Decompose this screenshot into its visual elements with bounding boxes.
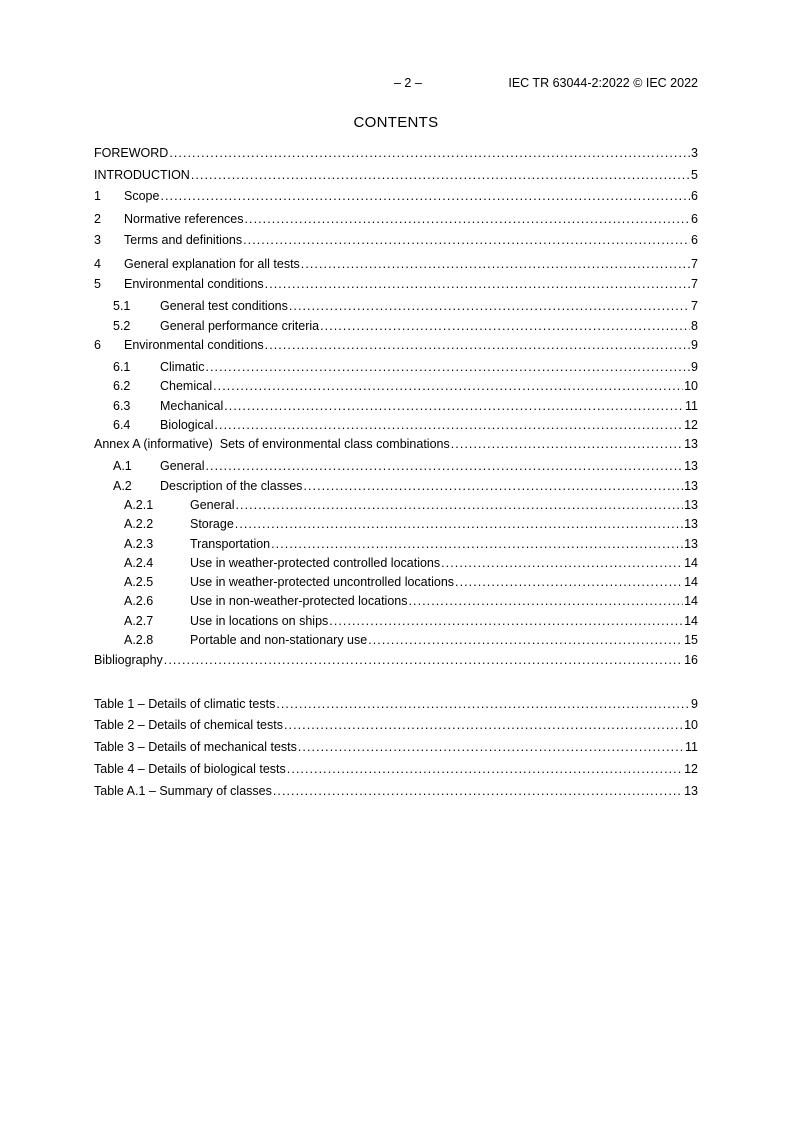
toc-number: A.2.5 bbox=[124, 575, 154, 589]
toc-label: Bibliography bbox=[94, 653, 163, 667]
toc-number: A.2 bbox=[113, 479, 132, 493]
toc-number: 5.2 bbox=[113, 319, 131, 333]
toc-number: 6.4 bbox=[113, 418, 131, 432]
toc-label: Transportation bbox=[190, 537, 271, 551]
toc-page: 7 bbox=[691, 257, 698, 271]
toc-number: A.2.7 bbox=[124, 614, 154, 628]
toc-leader bbox=[276, 696, 690, 712]
toc-number: A.2.6 bbox=[124, 594, 154, 608]
toc-label: General bbox=[190, 498, 235, 512]
toc-leader bbox=[301, 256, 690, 272]
toc-label: FOREWORD bbox=[94, 146, 169, 160]
toc-number: A.2.4 bbox=[124, 556, 154, 570]
toc-page: 6 bbox=[691, 189, 698, 203]
toc-page: 8 bbox=[691, 319, 698, 333]
toc-number: 5 bbox=[94, 277, 101, 291]
toc-page: 13 bbox=[684, 437, 698, 451]
toc-entry-a-1[interactable] bbox=[94, 458, 698, 474]
toc-label: Biological bbox=[160, 418, 214, 432]
toc-page: 6 bbox=[691, 233, 698, 247]
table-page: 10 bbox=[684, 718, 698, 732]
table-entry-a-1[interactable] bbox=[94, 783, 698, 799]
toc-page: 16 bbox=[684, 653, 698, 667]
toc-entry-a-2-1[interactable] bbox=[94, 497, 698, 513]
toc-entry-bibliography[interactable] bbox=[94, 652, 698, 668]
toc-entry-a-2-3[interactable] bbox=[94, 536, 698, 552]
toc-entry-6-3[interactable] bbox=[94, 398, 698, 414]
toc-leader bbox=[273, 783, 683, 799]
table-page: 9 bbox=[691, 697, 698, 711]
toc-leader bbox=[329, 613, 683, 629]
toc-page: 13 bbox=[684, 459, 698, 473]
toc-label: Scope bbox=[124, 189, 160, 203]
table-entry-2[interactable] bbox=[94, 717, 698, 733]
toc-leader bbox=[205, 359, 690, 375]
toc-entry-introduction[interactable] bbox=[94, 167, 698, 183]
toc-label: Environmental conditions bbox=[124, 277, 264, 291]
table-entry-4[interactable] bbox=[94, 761, 698, 777]
toc-page: 7 bbox=[691, 299, 698, 313]
toc-number: 6 bbox=[94, 338, 101, 352]
table-page: 11 bbox=[685, 740, 698, 754]
toc-page: 14 bbox=[684, 594, 698, 608]
toc-number: 1 bbox=[94, 189, 101, 203]
document-reference: IEC TR 63044-2:2022 © IEC 2022 bbox=[508, 76, 698, 90]
table-entry-3[interactable] bbox=[94, 739, 698, 755]
toc-number: 4 bbox=[94, 257, 101, 271]
toc-page: 13 bbox=[684, 498, 698, 512]
toc-leader bbox=[284, 717, 683, 733]
toc-label: Climatic bbox=[160, 360, 205, 374]
toc-label: INTRODUCTION bbox=[94, 168, 190, 182]
toc-number: 6.2 bbox=[113, 379, 131, 393]
toc-leader bbox=[213, 378, 683, 394]
table-label: Table A.1 – Summary of classes bbox=[94, 784, 272, 798]
toc-leader bbox=[408, 593, 683, 609]
toc-label: General bbox=[160, 459, 205, 473]
toc-entry-annex-a[interactable] bbox=[94, 436, 698, 452]
toc-page: 13 bbox=[684, 537, 698, 551]
toc-label: Terms and definitions bbox=[124, 233, 243, 247]
toc-page: 15 bbox=[684, 633, 698, 647]
toc-leader bbox=[455, 574, 683, 590]
toc-entry-6-2[interactable] bbox=[94, 378, 698, 394]
table-label: Table 1 – Details of climatic tests bbox=[94, 697, 276, 711]
toc-label: Chemical bbox=[160, 379, 213, 393]
toc-leader bbox=[224, 398, 684, 414]
toc-number: 6.3 bbox=[113, 399, 131, 413]
table-label: Table 3 – Details of mechanical tests bbox=[94, 740, 297, 754]
table-label: Table 2 – Details of chemical tests bbox=[94, 718, 283, 732]
toc-leader bbox=[271, 536, 683, 552]
contents-title: CONTENTS bbox=[353, 114, 439, 131]
toc-leader bbox=[191, 167, 690, 183]
toc-entry-foreword[interactable] bbox=[94, 145, 698, 161]
toc-label: Annex A (informative) Sets of environmental class combinations bbox=[94, 437, 450, 451]
toc-leader bbox=[368, 632, 683, 648]
toc-number: A.2.8 bbox=[124, 633, 154, 647]
toc-entry-environmental-conditions-5[interactable] bbox=[94, 276, 698, 292]
toc-label: General test conditions bbox=[160, 299, 288, 313]
toc-page: 9 bbox=[691, 360, 698, 374]
toc-leader bbox=[245, 211, 691, 227]
toc-entry-a-2[interactable] bbox=[94, 478, 698, 494]
toc-entry-6-4[interactable] bbox=[94, 417, 698, 433]
toc-page: 9 bbox=[691, 338, 698, 352]
toc-label: Environmental conditions bbox=[124, 338, 264, 352]
toc-label: Portable and non-stationary use bbox=[190, 633, 368, 647]
toc-page: 3 bbox=[691, 146, 698, 160]
toc-leader bbox=[298, 739, 684, 755]
toc-page: 14 bbox=[684, 614, 698, 628]
toc-entry-a-2-4[interactable] bbox=[94, 555, 698, 571]
toc-entry-a-2-5[interactable] bbox=[94, 574, 698, 590]
toc-leader bbox=[160, 188, 690, 204]
toc-number: A.1 bbox=[113, 459, 132, 473]
toc-entry-general-explanation[interactable] bbox=[94, 256, 698, 272]
toc-page: 14 bbox=[684, 556, 698, 570]
toc-leader bbox=[303, 478, 683, 494]
toc-label: Description of the classes bbox=[160, 479, 303, 493]
toc-number: A.2.2 bbox=[124, 517, 154, 531]
toc-leader bbox=[451, 436, 683, 452]
toc-leader bbox=[265, 276, 690, 292]
page-number: – 2 – bbox=[394, 76, 422, 90]
toc-leader bbox=[265, 337, 690, 353]
toc-label: Use in weather-protected uncontrolled locations bbox=[190, 575, 455, 589]
toc-page: 14 bbox=[684, 575, 698, 589]
toc-leader bbox=[320, 318, 690, 334]
toc-entry-6-1[interactable] bbox=[94, 359, 698, 375]
table-page: 13 bbox=[684, 784, 698, 798]
toc-leader bbox=[441, 555, 683, 571]
toc-number: 2 bbox=[94, 212, 101, 226]
toc-leader bbox=[164, 652, 683, 668]
toc-label: Use in locations on ships bbox=[190, 614, 329, 628]
toc-entry-5-2[interactable] bbox=[94, 318, 698, 334]
toc-leader bbox=[243, 232, 690, 248]
toc-page: 6 bbox=[691, 212, 698, 226]
toc-label: Mechanical bbox=[160, 399, 224, 413]
toc-number: A.2.1 bbox=[124, 498, 154, 512]
toc-entry-5-1[interactable] bbox=[94, 298, 698, 314]
toc-entry-environmental-conditions-6[interactable] bbox=[94, 337, 698, 353]
toc-number: 6.1 bbox=[113, 360, 131, 374]
toc-number: 5.1 bbox=[113, 299, 131, 313]
toc-label: Use in weather-protected controlled locations bbox=[190, 556, 441, 570]
toc-label: Storage bbox=[190, 517, 234, 531]
table-page: 12 bbox=[684, 762, 698, 776]
toc-label: General explanation for all tests bbox=[124, 257, 300, 271]
table-entry-1[interactable] bbox=[94, 696, 698, 712]
toc-entry-a-2-6[interactable] bbox=[94, 593, 698, 609]
toc-page: 5 bbox=[691, 168, 698, 182]
toc-entry-a-2-2[interactable] bbox=[94, 516, 698, 532]
toc-entry-terms-definitions[interactable] bbox=[94, 232, 698, 248]
table-label: Table 4 – Details of biological tests bbox=[94, 762, 286, 776]
toc-entry-scope[interactable] bbox=[94, 188, 698, 204]
toc-page: 12 bbox=[684, 418, 698, 432]
toc-entry-a-2-8[interactable] bbox=[94, 632, 698, 648]
toc-leader bbox=[235, 497, 683, 513]
toc-page: 11 bbox=[685, 399, 698, 413]
toc-number: 3 bbox=[94, 233, 101, 247]
toc-label: Normative references bbox=[124, 212, 244, 226]
toc-leader bbox=[235, 516, 683, 532]
page-header bbox=[94, 76, 698, 94]
toc-page: 7 bbox=[691, 277, 698, 291]
toc-page: 13 bbox=[684, 479, 698, 493]
toc-leader bbox=[287, 761, 683, 777]
toc-page: 10 bbox=[684, 379, 698, 393]
toc-leader bbox=[169, 145, 690, 161]
toc-number: A.2.3 bbox=[124, 537, 154, 551]
toc-label: General performance criteria bbox=[160, 319, 320, 333]
toc-page: 13 bbox=[684, 517, 698, 531]
toc-label: Use in non-weather-protected locations bbox=[190, 594, 408, 608]
toc-leader bbox=[215, 417, 684, 433]
toc-entry-a-2-7[interactable] bbox=[94, 613, 698, 629]
toc-leader bbox=[289, 298, 690, 314]
toc-leader bbox=[205, 458, 683, 474]
toc-entry-normative-references[interactable] bbox=[94, 211, 698, 227]
